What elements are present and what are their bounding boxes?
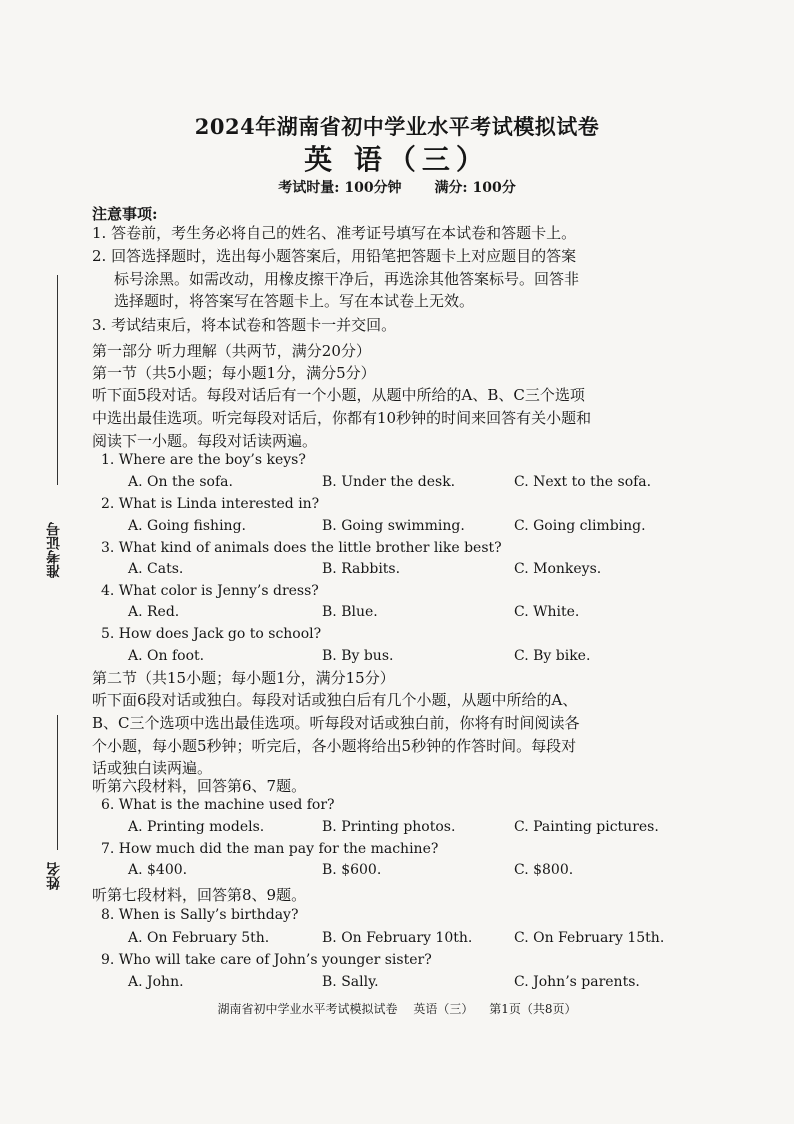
- q5-option-c: C. By bike.: [514, 648, 591, 664]
- section2-instruction: B、C三个选项中选出最佳选项。听每段对话或独白前，你将有时间阅读各: [92, 714, 580, 732]
- q5-option-b: B. By bus.: [322, 648, 394, 664]
- q6-option-b: B. Printing photos.: [322, 819, 456, 835]
- section1-title: 第一节（共5小题；每小题1分，满分5分）: [92, 364, 376, 382]
- q2-option-b: B. Going swimming.: [322, 518, 465, 534]
- section2-instruction: 话或独白读两遍。: [92, 759, 213, 777]
- note-line: 标号涂黑。如需改动，用橡皮擦干净后，再选涂其他答案标号。回答非: [114, 270, 580, 288]
- q6-option-a: A. Printing models.: [128, 819, 265, 835]
- q1-option-c: C. Next to the sofa.: [514, 474, 652, 490]
- q4-option-b: B. Blue.: [322, 604, 378, 620]
- q5-option-a: A. On foot.: [128, 648, 205, 664]
- question-1: 1. Where are the boy’s keys?: [101, 452, 306, 468]
- q9-option-c: C. John’s parents.: [514, 974, 640, 990]
- note-line: 3. 考试结束后，将本试卷和答题卡一并交回。: [92, 316, 397, 334]
- q3-option-a: A. Cats.: [128, 561, 184, 577]
- section1-instruction: 阅读下一小题。每段对话读两遍。: [92, 432, 318, 450]
- section1-instruction: 中选出最佳选项。听完每段对话后，你都有10秒钟的时间来回答有关小题和: [92, 409, 592, 427]
- page-footer: [0, 1000, 794, 1017]
- footer-page: 第1页（共8页）: [489, 1002, 577, 1016]
- q9-option-b: B. Sally.: [322, 974, 379, 990]
- question-2: 2. What is Linda interested in?: [101, 496, 320, 512]
- section2-instruction: 听下面6段对话或独白。每段对话或独白后有几个小题，从题中所给的A、: [92, 691, 578, 709]
- q3-option-b: B. Rabbits.: [322, 561, 401, 577]
- q7-option-a: A. $400.: [128, 862, 188, 878]
- notes-heading: 注意事项:: [92, 205, 158, 223]
- note-line: 1. 答卷前，考生务必将自己的姓名、准考证号填写在本试卷和答题卡上。: [92, 224, 577, 242]
- group-6-instruction: 听第六段材料，回答第6、7题。: [92, 777, 307, 795]
- question-4: 4. What color is Jenny’s dress?: [101, 583, 319, 599]
- question-7: 7. How much did the man pay for the machine?: [101, 841, 439, 857]
- q3-option-c: C. Monkeys.: [514, 561, 602, 577]
- q4-option-a: A. Red.: [128, 604, 180, 620]
- subject-title: 英 语（三）: [304, 143, 490, 176]
- q2-option-c: C. Going climbing.: [514, 518, 646, 534]
- exam-id-label: 准考证号: [46, 522, 62, 578]
- full-score: 满分: 100分: [434, 180, 516, 196]
- q8-option-b: B. On February 10th.: [322, 930, 473, 946]
- part1-title: 第一部分 听力理解（共两节，满分20分）: [92, 342, 371, 360]
- question-5: 5. How does Jack go to school?: [101, 626, 322, 642]
- q4-option-c: C. White.: [514, 604, 580, 620]
- q7-option-b: B. $600.: [322, 862, 382, 878]
- q1-option-b: B. Under the desk.: [322, 474, 456, 490]
- q6-option-c: C. Painting pictures.: [514, 819, 659, 835]
- section2-instruction: 个小题，每小题5秒钟；听完后，各小题将给出5秒钟的作答时间。每段对: [92, 737, 577, 755]
- section1-instruction: 听下面5段对话。每段对话后有一个小题，从题中所给的A、B、C三个选项: [92, 386, 585, 404]
- q2-option-a: A. Going fishing.: [128, 518, 246, 534]
- q8-option-c: C. On February 15th.: [514, 930, 665, 946]
- q7-option-c: C. $800.: [514, 862, 574, 878]
- section2-title: 第二节（共15小题；每小题1分，满分15分）: [92, 669, 395, 687]
- question-9: 9. Who will take care of John’s younger sister?: [101, 952, 432, 968]
- exam-meta: [0, 177, 794, 197]
- name-line: [57, 715, 58, 850]
- time-limit: 考试时量: 100分钟: [278, 180, 402, 196]
- footer-exam: 湖南省初中学业水平考试模拟试卷: [217, 1002, 398, 1016]
- q1-option-a: A. On the sofa.: [128, 474, 233, 490]
- q9-option-a: A. John.: [128, 974, 184, 990]
- footer-subject: 英语（三）: [413, 1002, 474, 1016]
- exam-title: 2024年湖南省初中学业水平考试模拟试卷: [194, 114, 600, 139]
- group-7-instruction: 听第七段材料，回答第8、9题。: [92, 886, 307, 904]
- question-6: 6. What is the machine used for?: [101, 797, 335, 813]
- question-3: 3. What kind of animals does the little brother like best?: [101, 540, 502, 556]
- note-line: 选择题时，将答案写在答题卡上。写在本试卷上无效。: [114, 292, 475, 310]
- name-label: 姓名: [46, 862, 62, 890]
- question-8: 8. When is Sally’s birthday?: [101, 907, 299, 923]
- note-line: 2. 回答选择题时，选出每小题答案后，用铅笔把答题卡上对应题目的答案: [92, 247, 577, 265]
- q8-option-a: A. On February 5th.: [128, 930, 270, 946]
- exam-id-line: [57, 275, 58, 485]
